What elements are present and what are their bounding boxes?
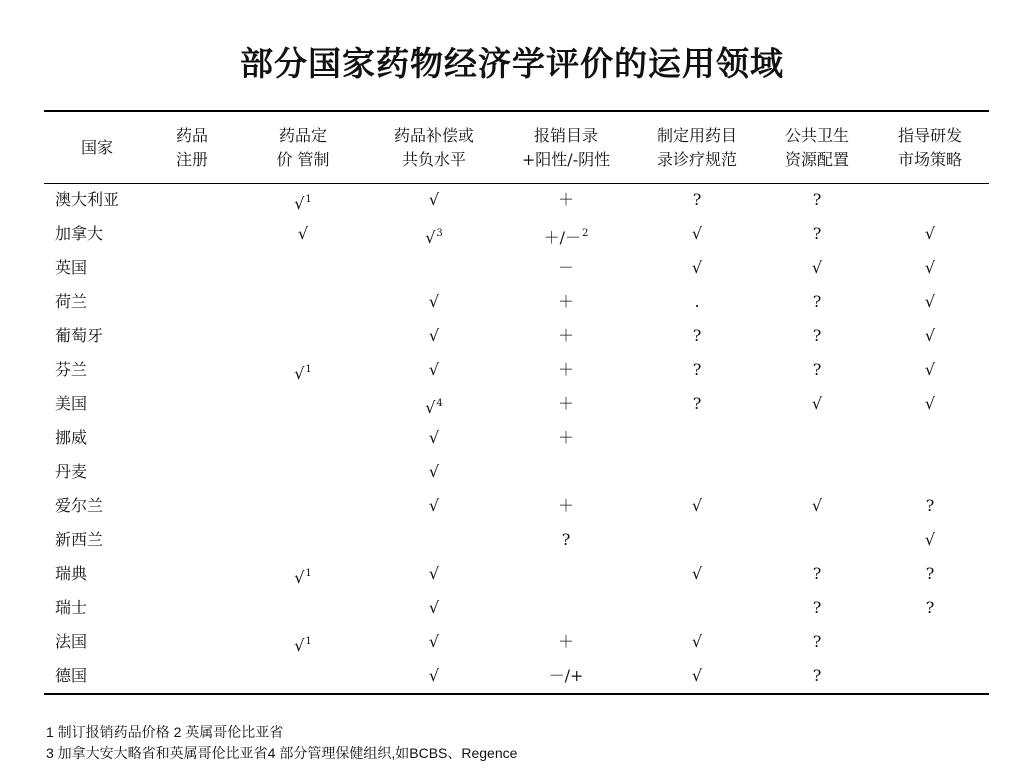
cell-value: √: [425, 398, 436, 417]
cell-value: √: [428, 360, 440, 379]
column-header-line: 录诊疗规范: [656, 150, 737, 169]
cell-value: √: [428, 598, 440, 617]
country-cell: 新西兰: [55, 530, 104, 549]
cell-value: √: [924, 258, 936, 277]
table-cell: [925, 285, 935, 319]
table-cell: [813, 353, 822, 387]
column-header-line: 药品: [175, 126, 208, 145]
footnote-marker: 3: [436, 228, 443, 239]
column-header-line: 药品补偿或: [393, 126, 474, 145]
cell-value: ?: [812, 360, 822, 379]
table-cell: [692, 625, 702, 659]
table-cell: [429, 455, 439, 489]
table-cell: [925, 353, 935, 387]
country-cell: 瑞士: [55, 598, 88, 617]
table-cell: [429, 353, 439, 387]
cell-value: √: [428, 564, 440, 583]
country-cell: 爱尔兰: [55, 496, 104, 515]
table-cell: [544, 217, 589, 251]
table-cell: [925, 523, 935, 557]
column-header-line: 药品定: [278, 126, 327, 145]
cell-value: ＋: [557, 496, 575, 515]
table-cell: [694, 285, 699, 319]
table-cell: [693, 387, 702, 421]
cell-value: ?: [812, 564, 822, 583]
column-header-line: +阳性/-阴性: [521, 150, 611, 169]
column-header-line: 指导研发: [897, 126, 962, 145]
cell-value: ?: [812, 224, 822, 243]
table-cell: [558, 251, 574, 285]
footnote-marker: 1: [305, 568, 312, 579]
table-cell: [294, 557, 312, 591]
page-title: 部分国家药物经济学评价的运用领域: [240, 44, 784, 83]
cell-value: －: [557, 258, 575, 277]
country-cell: 德国: [55, 666, 88, 685]
cell-value: √: [691, 224, 703, 243]
column-header-line: 资源配置: [784, 150, 849, 169]
cell-value: √: [294, 194, 305, 213]
footnote-line: 1 制订报销药品价格 2 英属哥伦比亚省: [46, 724, 284, 740]
table-cell: [425, 217, 443, 251]
table-cell: [813, 591, 822, 625]
cell-value: √: [924, 360, 936, 379]
cell-value: √: [691, 666, 703, 685]
table-header-rule: [44, 183, 989, 184]
table-cell: [429, 591, 439, 625]
table-cell: [692, 557, 702, 591]
cell-value: √: [294, 568, 305, 587]
table-cell: [692, 217, 702, 251]
table-cell: [429, 183, 439, 217]
cell-value: √: [425, 228, 436, 247]
table-cell: [429, 625, 439, 659]
cell-value: ?: [812, 190, 822, 209]
table-cell: [692, 659, 702, 693]
table-cell: [294, 625, 312, 659]
table-cell: [425, 387, 443, 421]
cell-value: ?: [812, 632, 822, 651]
table-cell: [558, 421, 574, 455]
table-cell: [692, 251, 702, 285]
cell-value: √: [691, 258, 703, 277]
table-cell: [692, 489, 702, 523]
cell-value: √: [428, 292, 440, 311]
country-cell: 英国: [55, 258, 88, 277]
table-cell: [429, 489, 439, 523]
country-cell: 美国: [55, 394, 88, 413]
cell-value: ＋: [557, 360, 575, 379]
table-cell: [813, 217, 822, 251]
table-cell: [926, 591, 935, 625]
cell-value: ?: [692, 326, 702, 345]
table-cell: [558, 183, 574, 217]
column-header: [496, 124, 636, 172]
footnote-line: 3 加拿大安大略省和英属哥伦比亚省4 部分管理保健组织,如BCBS、Regence: [46, 745, 518, 761]
cell-value: √: [811, 258, 823, 277]
table-cell: [558, 319, 574, 353]
footnote-marker: 4: [436, 398, 443, 409]
cell-value: √: [297, 224, 309, 243]
cell-value: ＋: [557, 394, 575, 413]
table-cell: [812, 489, 822, 523]
country-cell: 荷兰: [55, 292, 88, 311]
cell-value: ＋: [557, 326, 575, 345]
footnotes: [46, 722, 517, 764]
table-cell: [813, 183, 822, 217]
table-cell: [558, 285, 574, 319]
cell-value: √: [428, 496, 440, 515]
footnote-marker: 1: [305, 636, 312, 647]
cell-value: √: [924, 224, 936, 243]
table-top-rule: [44, 110, 989, 112]
table-cell: [813, 557, 822, 591]
cell-value: ?: [812, 666, 822, 685]
country-cell: 澳大利亚: [55, 190, 120, 209]
cell-value: √: [924, 326, 936, 345]
table-cell: [926, 489, 935, 523]
cell-value: ＋: [557, 292, 575, 311]
table-cell: [925, 319, 935, 353]
cell-value: ?: [925, 564, 935, 583]
country-cell: 葡萄牙: [55, 326, 104, 345]
cell-value: .: [694, 292, 700, 311]
cell-value: √: [924, 394, 936, 413]
table-cell: [429, 557, 439, 591]
column-header: [860, 124, 1000, 172]
table-cell: [558, 489, 574, 523]
cell-value: √: [811, 394, 823, 413]
column-header-line: 国家: [80, 138, 113, 157]
table-cell: [429, 319, 439, 353]
table-cell: [558, 353, 574, 387]
country-cell: 加拿大: [55, 224, 104, 243]
column-header-line: 市场策略: [897, 150, 962, 169]
cell-value: √: [691, 632, 703, 651]
cell-value: √: [428, 190, 440, 209]
footnote-marker: 1: [305, 364, 312, 375]
cell-value: √: [294, 636, 305, 655]
table-cell: [925, 387, 935, 421]
table-cell: [813, 319, 822, 353]
column-header: [233, 124, 373, 172]
cell-value: ?: [925, 496, 935, 515]
cell-value: ?: [692, 190, 702, 209]
footnote-marker: 1: [305, 194, 312, 205]
cell-value: ?: [812, 326, 822, 345]
table-cell: [429, 285, 439, 319]
table-cell: [812, 387, 822, 421]
cell-value: ＋: [557, 190, 575, 209]
column-header-line: 价 管制: [276, 150, 330, 169]
table-cell: [298, 217, 308, 251]
cell-value: ?: [812, 292, 822, 311]
cell-value: √: [924, 530, 936, 549]
table-cell: [693, 353, 702, 387]
country-cell: 瑞典: [55, 564, 88, 583]
cell-value: ＋: [557, 632, 575, 651]
table-cell: [813, 285, 822, 319]
cell-value: √: [691, 496, 703, 515]
table-cell: [813, 659, 822, 693]
country-cell: 挪威: [55, 428, 88, 447]
column-header-line: 共负水平: [401, 150, 466, 169]
cell-value: √: [428, 462, 440, 481]
cell-value: ?: [812, 598, 822, 617]
cell-value: √: [428, 326, 440, 345]
table-bottom-rule: [44, 693, 989, 695]
footnote-marker: 2: [582, 228, 589, 239]
table-cell: [294, 353, 312, 387]
cell-value: ＋: [557, 428, 575, 447]
cell-value: √: [294, 364, 305, 383]
column-header: [364, 124, 504, 172]
table-cell: [693, 183, 702, 217]
table-cell: [925, 251, 935, 285]
table-cell: [294, 183, 312, 217]
cell-value: √: [924, 292, 936, 311]
cell-value: √: [691, 564, 703, 583]
column-header-line: 公共卫生: [784, 126, 849, 145]
country-cell: 芬兰: [55, 360, 88, 379]
column-header-line: 制定用药目: [656, 126, 737, 145]
cell-value: ?: [692, 394, 702, 413]
table-cell: [926, 557, 935, 591]
cell-value: √: [811, 496, 823, 515]
table-cell: [549, 659, 584, 693]
table-cell: [558, 625, 574, 659]
cell-value: ?: [692, 360, 702, 379]
column-header-line: 报销目录: [533, 126, 598, 145]
table-cell: [429, 659, 439, 693]
cell-value: ?: [925, 598, 935, 617]
table-cell: [558, 387, 574, 421]
cell-value: √: [428, 632, 440, 651]
column-header-line: 注册: [175, 150, 208, 169]
table-cell: [429, 421, 439, 455]
country-cell: 法国: [55, 632, 88, 651]
country-cell: 丹麦: [55, 462, 88, 481]
table-cell: [562, 523, 571, 557]
table-cell: [925, 217, 935, 251]
cell-value: －/+: [548, 666, 584, 685]
cell-value: √: [428, 428, 440, 447]
cell-value: √: [428, 666, 440, 685]
table-cell: [812, 251, 822, 285]
cell-value: ?: [561, 530, 571, 549]
cell-value: ＋/－: [543, 228, 582, 247]
table-cell: [693, 319, 702, 353]
table-cell: [813, 625, 822, 659]
column-header: [627, 124, 767, 172]
